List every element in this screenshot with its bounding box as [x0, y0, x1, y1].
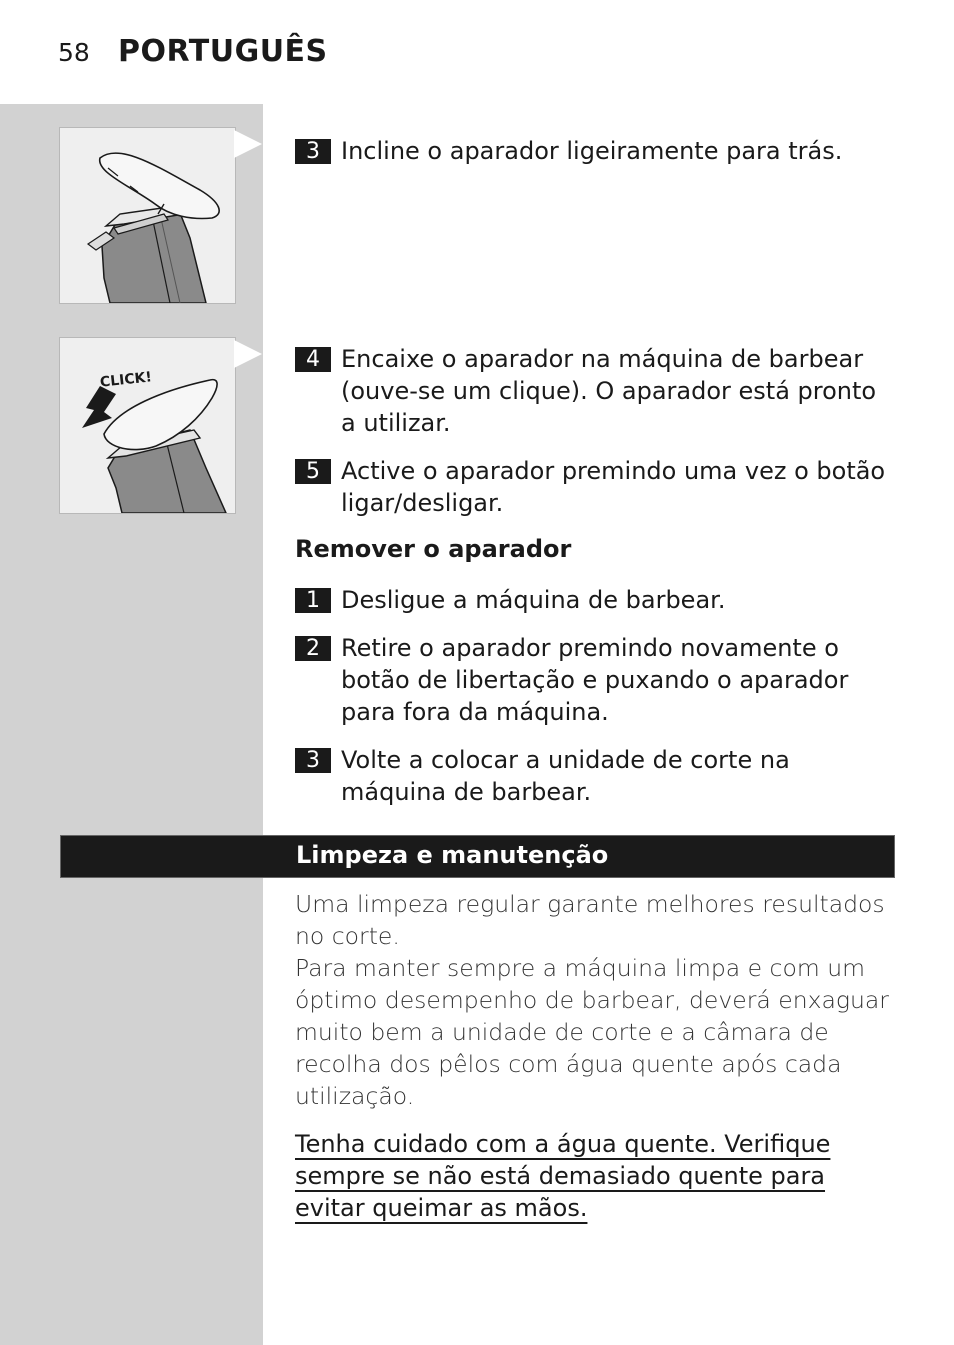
- illustration-trimmer-tilt: [59, 127, 236, 304]
- illustration-trimmer-click: [59, 337, 236, 514]
- step-number-badge: 3: [295, 139, 331, 164]
- step-item: [295, 135, 895, 167]
- step-number-badge: 3: [295, 748, 331, 773]
- step-number-badge: 2: [295, 636, 331, 661]
- click-label: CLICK!: [99, 369, 153, 391]
- cleaning-paragraph-2: Para manter sempre a máquina limpa e com um óptimo desempenho de barbear, deverá enxaguar muito bem a unidade de corte e a câmara de recolha dos pêlos com água quente após cada utilização.: [295, 954, 889, 1110]
- step-item: [295, 343, 895, 439]
- step-text: Volte a colocar a unidade de corte na máquina de barbear.: [341, 746, 790, 806]
- section-banner: [60, 835, 895, 878]
- step-item: [295, 455, 895, 519]
- step-text: Retire o aparador premindo novamente o botão de libertação e puxando o aparador para fora da máquina.: [341, 634, 849, 726]
- cleaning-paragraph-1: Uma limpeza regular garante melhores resultados no corte.: [295, 890, 885, 950]
- step-text: Desligue a máquina de barbear.: [341, 586, 726, 614]
- page-number: 58: [58, 38, 90, 67]
- step-number-badge: 5: [295, 459, 331, 484]
- page-language-title: PORTUGUÊS: [118, 34, 328, 69]
- warning-note: [295, 1128, 895, 1224]
- step-text: Active o aparador premindo uma vez o botão ligar/desligar.: [341, 457, 886, 517]
- section-banner-title: Limpeza e manutenção: [296, 841, 609, 869]
- step-item: [295, 744, 895, 808]
- step-text: Encaixe o aparador na máquina de barbear (ouve-se um clique). O aparador está pronto a utilizar.: [341, 345, 877, 437]
- step-item: [295, 632, 900, 728]
- step-item: [295, 584, 895, 616]
- warning-text: Tenha cuidado com a água quente. Verifique sempre se não está demasiado quente para evitar queimar as mãos.: [295, 1130, 831, 1222]
- cleaning-paragraph: [295, 888, 895, 1112]
- step-text: Incline o aparador ligeiramente para trás.: [341, 137, 843, 165]
- remove-trimmer-heading: Remover o aparador: [295, 535, 572, 563]
- illustration-pointer: [234, 340, 262, 368]
- step-number-badge: 4: [295, 347, 331, 372]
- trimmer-click-drawing: [60, 338, 235, 513]
- illustration-pointer: [234, 130, 262, 158]
- trimmer-tilt-drawing: [60, 128, 235, 303]
- step-number-badge: 1: [295, 588, 331, 613]
